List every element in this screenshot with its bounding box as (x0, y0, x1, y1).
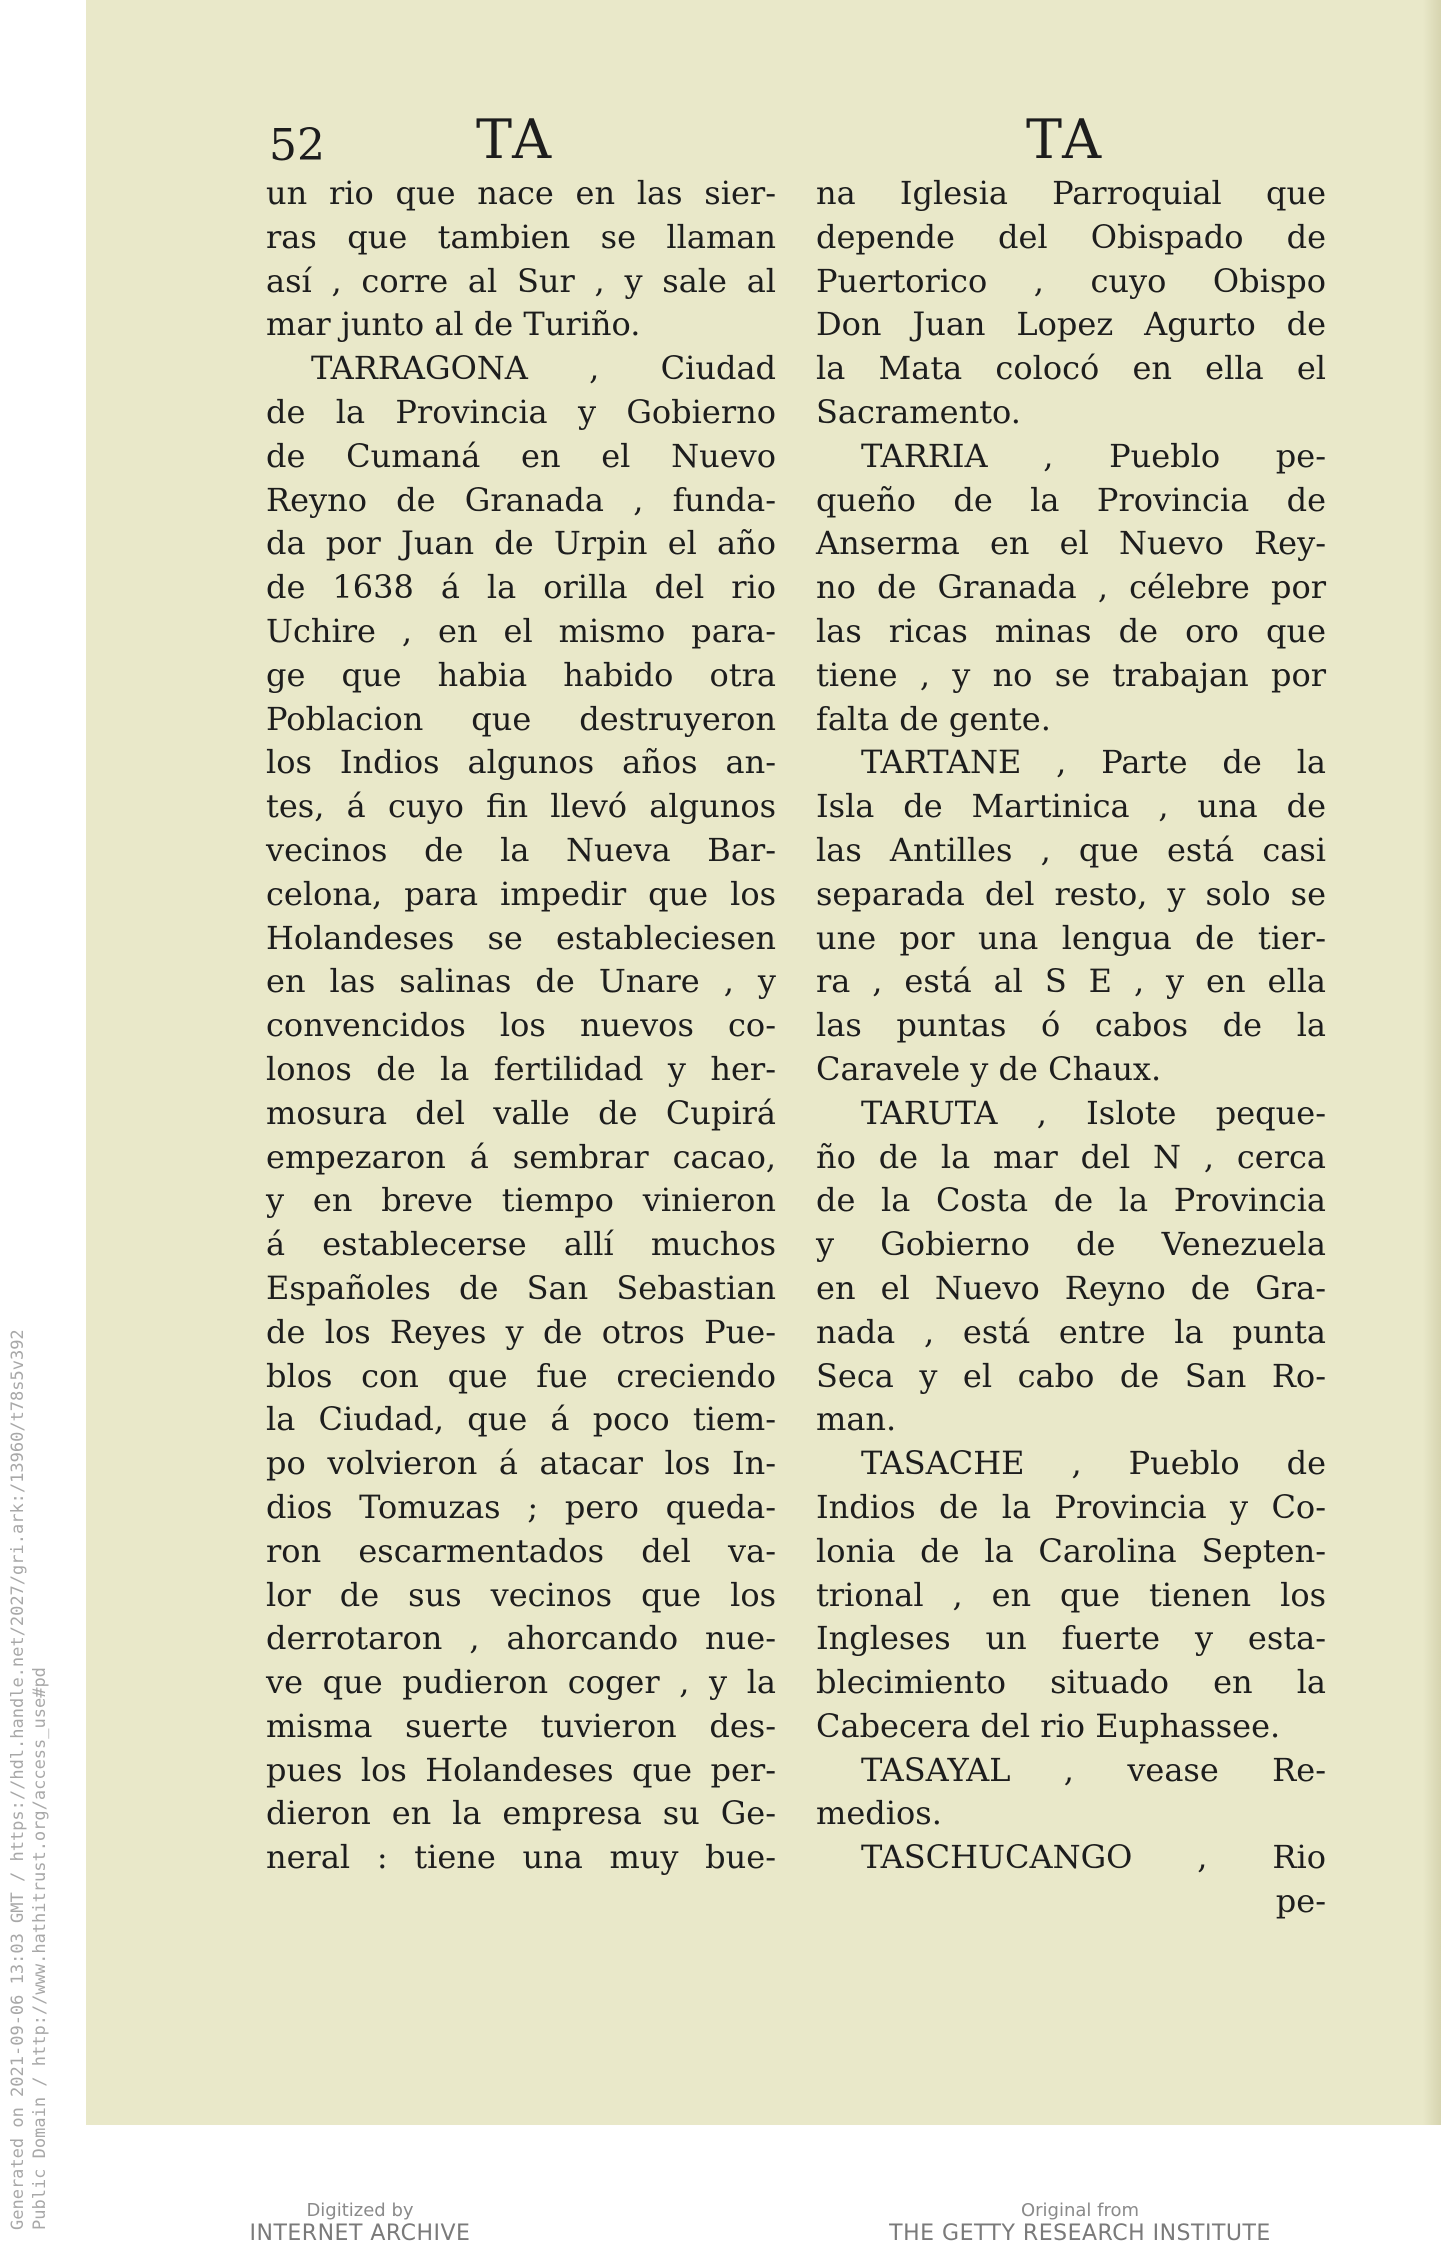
text-line: empezaron á sembrar cacao, (266, 1137, 776, 1176)
text-line: un rio que nace en las sier- (266, 174, 776, 212)
text-line: Holandeses se estableciesen (266, 918, 776, 957)
text-line: lonos de la fertilidad y her- (266, 1049, 776, 1088)
internet-archive-label: INTERNET ARCHIVE (249, 2221, 471, 2246)
text-line: Cabecera del rio Euphassee. (816, 1706, 1281, 1745)
text-line: misma suerte tuvieron des- (266, 1706, 776, 1745)
text-line: derrotaron , ahorcando nue- (266, 1619, 776, 1658)
text-line: TARUTA , Islote peque- (861, 1093, 1326, 1132)
text-line: tiene , y no se trabajan por (816, 655, 1326, 694)
running-head-left: TA (476, 108, 555, 171)
text-line: da por Juan de Urpin el año (266, 524, 776, 563)
page-edge (1423, 0, 1441, 2125)
text-line: Isla de Martinica , una de (816, 787, 1326, 826)
text-line: neral : tiene una muy bue- (266, 1838, 776, 1877)
text-line: convencidos los nuevos co- (266, 1006, 776, 1045)
text-line: Seca y el cabo de San Ro- (816, 1356, 1326, 1395)
footer-digitized (230, 2200, 490, 2246)
running-head-right: TA (1026, 108, 1105, 171)
text-line: celona, para impedir que los (266, 874, 776, 913)
text-line: TASCHUCANGO , Rio (861, 1838, 1326, 1877)
text-line: pe- (1275, 1882, 1326, 1921)
text-line: Indios de la Provincia y Co- (816, 1487, 1326, 1526)
text-line: TARRIA , Pueblo pe- (861, 436, 1326, 475)
text-line: Españoles de San Sebastian (266, 1268, 776, 1307)
text-line: ve que pudieron coger , y la (266, 1663, 776, 1702)
footer-original (880, 2200, 1280, 2246)
text-line: Ingleses un fuerte y esta- (816, 1619, 1326, 1658)
text-line: los Indios algunos años an- (266, 743, 776, 782)
text-line: y en breve tiempo vinieron (266, 1181, 776, 1220)
text-line: Caravele y de Chaux. (816, 1049, 1162, 1088)
text-line: ge que habia habido otra (266, 655, 776, 694)
text-line: depende del Obispado de (816, 217, 1326, 256)
text-line: Puertorico , cuyo Obispo (816, 261, 1326, 300)
text-line: dios Tomuzas ; pero queda- (266, 1487, 776, 1526)
text-line: nada , está entre la punta (816, 1312, 1326, 1351)
text-line: la Mata colocó en ella el (816, 349, 1326, 388)
text-line: así , corre al Sur , y sale al (266, 261, 776, 300)
text-line: á establecerse allí muchos (266, 1225, 776, 1264)
text-line: Poblacion que destruyeron (266, 699, 776, 738)
text-line: de 1638 á la orilla del rio (266, 568, 776, 607)
text-line: po volvieron á atacar los In- (266, 1444, 776, 1483)
text-line: en las salinas de Unare , y (266, 962, 776, 1001)
getty-label: THE GETTY RESEARCH INSTITUTE (889, 2221, 1271, 2246)
text-line: ra , está al S E , y en ella (816, 962, 1326, 1001)
text-line: las puntas ó cabos de la (816, 1006, 1326, 1045)
stamp-line-1: Generated on 2021-09-06 13:03 GMT / https://hdl.handle.net/2027/gri.ark:/13960/t78s5v392 (8, 1329, 28, 2230)
digitized-by-label: Digitized by (306, 2200, 414, 2221)
text-line: Reyno de Granada , funda- (266, 480, 776, 519)
text-line: na Iglesia Parroquial que (816, 174, 1326, 212)
text-line: pues los Holandeses que per- (266, 1750, 776, 1789)
text-line: man. (816, 1400, 897, 1439)
text-line: en el Nuevo Reyno de Gra- (816, 1268, 1326, 1307)
text-line: no de Granada , célebre por (816, 568, 1326, 607)
text-line: Uchire , en el mismo para- (266, 611, 776, 650)
text-line: mosura del valle de Cupirá (266, 1093, 776, 1132)
left-column (266, 172, 776, 1880)
text-line: ron escarmentados del va- (266, 1531, 776, 1570)
text-line: y Gobierno de Venezuela (816, 1225, 1326, 1264)
text-line: vecinos de la Nueva Bar- (266, 830, 776, 869)
original-from-label: Original from (1020, 2200, 1140, 2221)
text-line: une por una lengua de tier- (816, 918, 1326, 957)
text-line: las ricas minas de oro que (816, 611, 1326, 650)
text-line: la Ciudad, que á poco tiem- (266, 1400, 776, 1439)
page-number: 52 (269, 120, 325, 171)
page-header (86, 108, 1441, 171)
text-line: blecimiento situado en la (816, 1663, 1326, 1702)
text-line: separada del resto, y solo se (816, 874, 1326, 913)
text-line: de los Reyes y de otros Pue- (266, 1312, 776, 1351)
text-line: ño de la mar del N , cerca (816, 1137, 1326, 1176)
text-line: falta de gente. (816, 699, 1051, 738)
text-line: trional , en que tienen los (816, 1575, 1326, 1614)
text-line: las Antilles , que está casi (816, 830, 1326, 869)
text-line: mar junto al de Turiño. (266, 305, 641, 344)
right-column (816, 172, 1326, 1924)
text-line: TARRAGONA , Ciudad (311, 349, 776, 388)
text-line: TARTANE , Parte de la (861, 743, 1326, 782)
text-line: TASAYAL , vease Re- (861, 1750, 1326, 1789)
text-line: de Cumaná en el Nuevo (266, 436, 776, 475)
stamp-line-2: Public Domain / http://www.hathitrust.org/access_use#pd (30, 1667, 50, 2230)
text-line: de la Provincia y Gobierno (266, 392, 776, 431)
text-line: queño de la Provincia de (816, 480, 1326, 519)
text-line: de la Costa de la Provincia (816, 1181, 1326, 1220)
text-line: dieron en la empresa su Ge- (266, 1794, 776, 1833)
text-line: lonia de la Carolina Septen- (816, 1531, 1326, 1570)
text-line: Anserma en el Nuevo Rey- (816, 524, 1326, 563)
text-line: medios. (816, 1794, 942, 1833)
generation-stamp (0, 1329, 70, 2240)
text-line: tes, á cuyo fin llevó algunos (266, 787, 776, 826)
text-line: blos con que fue creciendo (266, 1356, 776, 1395)
book-page (86, 0, 1441, 2125)
text-line: Sacramento. (816, 392, 1021, 431)
text-line: lor de sus vecinos que los (266, 1575, 776, 1614)
text-line: Don Juan Lopez Agurto de (816, 305, 1326, 344)
text-line: ras que tambien se llaman (266, 217, 776, 256)
text-line: TASACHE , Pueblo de (861, 1444, 1326, 1483)
